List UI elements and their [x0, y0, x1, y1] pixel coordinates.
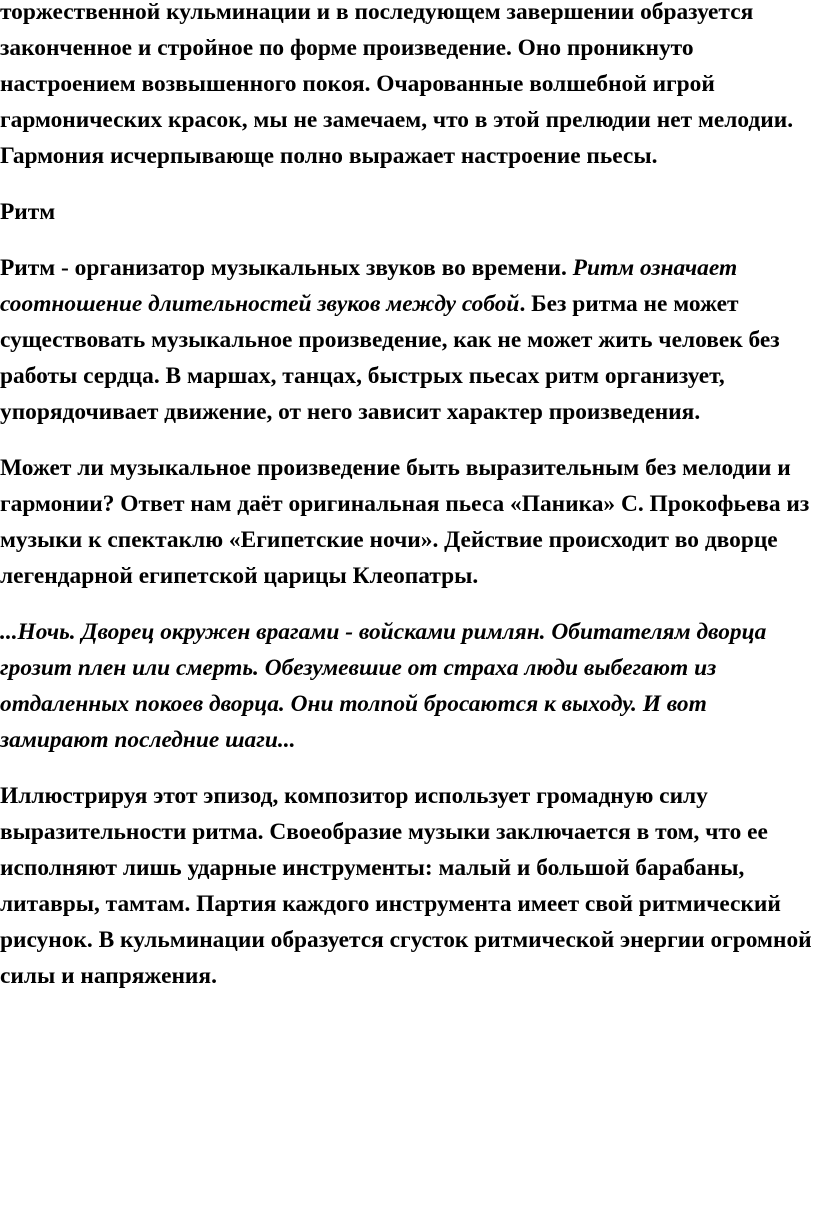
paragraph-italic-scene: ...Ночь. Дворец окружен врагами - войсками римлян. Обитателям дворца грозит плен или смерть. Обезумевшие от страха люди выбегают из отдаленных покоев дворца. Они толпой бросаются к выходу. И вот замирают последние шаги... — [0, 619, 767, 753]
paragraph-harmony-conclusion — [0, 0, 814, 174]
paragraph-night-scene — [0, 614, 814, 758]
section-heading-rhythm — [0, 194, 814, 230]
paragraph-panic-piece — [0, 450, 814, 594]
paragraph-text: Иллюстрируя этот эпизод, композитор использует громадную силу выразительности ритма. Своеобразие музыки заключается в том, что ее исполняют лишь ударные инструменты: малый и большой барабаны, литавры, тамтам. Партия каждого инструмента имеет свой ритмический рисунок. В кульминации образуется сгусток ритмической энергии огромной силы и напряжения. — [0, 783, 812, 989]
paragraph-rhythm-definition — [0, 250, 814, 430]
paragraph-text-start: Ритм - организатор музыкальных звуков во времени. — [0, 255, 573, 281]
heading-text: Ритм — [0, 199, 56, 225]
paragraph-italic-definition: Ритм означает соотношение длительностей звуков между собой — [0, 255, 738, 317]
paragraph-percussion — [0, 778, 814, 994]
paragraph-text: Может ли музыкальное произведение быть выразительным без мелодии и гармонии? Ответ нам даёт оригинальная пьеса «Паника» С. Прокофьева из музыки к спектаклю «Египетские ночи». Действие происходит во дворце легендарной египетской царицы Клеопатры. — [0, 455, 810, 589]
paragraph-text: торжественной кульминации и в последующем завершении образуется законченное и стройное по форме произведение. Оно проникнуто настроением возвышенного покоя. Очарованные волшебной игрой гармонических красок, мы не замечаем, что в этой прелюдии нет мелодии. Гармония исчерпывающе полно выражает настроение пьесы. — [0, 0, 794, 169]
paragraph-text-end: . Без ритма не может существовать музыкальное произведение, как не может жить человек без работы сердца. В маршах, танцах, быстрых пьесах ритм организует, упорядочивает движение, от него зависит характер произведения. — [0, 291, 780, 425]
